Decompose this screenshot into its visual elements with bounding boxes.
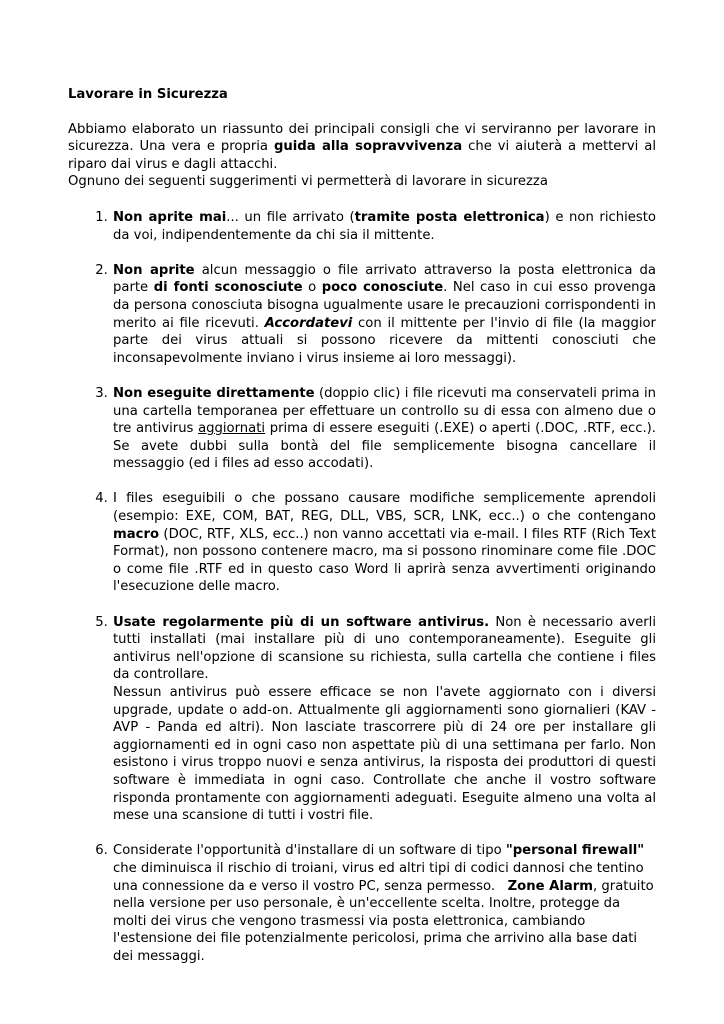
document-page xyxy=(68,86,656,966)
item-text: che diminuisca il rischio di troiani, virus ed altri tipi di codici dannosi che tentino una connessione da e verso il vostro PC, senza permesso. xyxy=(113,843,649,894)
intro-paragraph xyxy=(68,121,656,174)
item-text: I files eseguibili o che possano causare modifiche semplicemente aprendoli (esempio: EXE, COM, BAT, REG, DLL, VBS, SCR, LNK, ecc..) o che contengano xyxy=(113,491,656,525)
item-bold: "personal firewall" xyxy=(505,843,645,859)
list-item xyxy=(112,209,656,244)
tips-list xyxy=(68,209,656,966)
item-text: (doppio clic) i file ricevuti ma conservateli prima in una cartella temporanea per effettuare un controllo su di essa con almeno due o tre antivirus xyxy=(113,385,656,437)
item-text: ) e non richiesto da voi, indipendentemente da chi sia il mittente. xyxy=(113,209,656,243)
intro-second-line: Ognuno dei seguenti suggerimenti vi permetterà di lavorare in sicurezza xyxy=(68,174,548,190)
item-text: ... un file arrivato ( xyxy=(226,209,355,225)
item-text: Non è necessario averli tutti installati (mai installare più di uno contemporaneamente). Eseguite gli antivirus nell'opzione di scansione su richiesta, sulla cartella che contiene i files da controllare. xyxy=(113,614,656,683)
list-item xyxy=(112,614,656,825)
item-bold-italic: Accordatevi xyxy=(264,315,353,331)
intro-text-end: che vi aiuterà a mettervi al riparo dai virus e dagli attacchi. xyxy=(68,139,656,172)
item-bold: Zone Alarm xyxy=(507,878,594,894)
list-item xyxy=(112,842,656,965)
item-bold: Non eseguite direttamente xyxy=(113,385,315,401)
list-item xyxy=(112,262,656,368)
list-item xyxy=(112,385,656,473)
item-text: o xyxy=(302,280,322,296)
item-bold: tramite posta elettronica xyxy=(354,209,545,225)
item-text: con il mittente per l'invio di file (la maggior parte dei virus attuali si possono ricevere da mittenti conosciuti che inconsapevolmente inviano i virus insieme ai loro messaggi). xyxy=(113,315,656,366)
item-text: , gratuito nella versione per uso personale, è un'eccellente scelta. Inoltre, protegge da molti dei virus che vengono trasmessi via posta elettronica, cambiando l'estensione dei file potenzialmente pericolosi, prima che arrivino alla base dati dei messaggi. xyxy=(113,878,654,964)
item-text: prima di essere eseguiti (.EXE) o aperti (.DOC, .RTF, ecc.). Se avete dubbi sulla bontà del file semplicemente bisogna cancellare il messaggio (ed i files ad esso accodati). xyxy=(113,421,656,472)
intro-text: Abbiamo elaborato un riassunto dei principali consigli che vi serviranno per lavorare in sicurezza. Una vera e propria xyxy=(68,121,656,155)
item-underlined: aggiornati xyxy=(198,421,266,437)
item-text: Considerate l'opportunità d'installare di un software di tipo xyxy=(113,843,506,859)
item-bold: Non aprite xyxy=(113,262,195,278)
item-text-paragraph: Nessun antivirus può essere efficace se non l'avete aggiornato con i diversi upgrade, update o add-on. Attualmente gli aggiornamenti sono giornalieri (KAV - AVP - Panda ed altri). Non lasciate trascorrere più di 24 ore per installare gli aggiornamenti ed in ogni caso non aspettate più di una settimana per farlo. Non esistono i virus troppo nuovi e senza antivirus, la risposta dei produttori di questi software è immediata in ogni caso. Controllate che anche il vostro software risponda prontamente con aggiornamenti adeguati. Eseguite almeno una volta al mese una scansione di tutti i vostri file. xyxy=(113,685,656,824)
item-text: (DOC, RTF, XLS, ecc..) non vanno accettati via e-mail. I files RTF (Rich Text Format), non possono contenere macro, ma si possono rinominare come file .DOC o come file .RTF ed in questo caso Word li aprirà senza avvertimenti originando l'esecuzione delle macro. xyxy=(113,526,656,595)
item-text: . Nel caso in cui esso provenga da persona conosciuta bisogna ugualmente usare le precauzioni corrispondenti in merito ai file ricevuti. xyxy=(113,280,656,331)
item-bold: poco conosciute xyxy=(321,280,444,296)
item-bold: di fonti sconosciute xyxy=(153,280,303,296)
item-bold: Usate regolarmente più di un software antivirus. xyxy=(113,614,490,630)
item-text: alcun messaggio o file arrivato attraverso la posta elettronica da parte xyxy=(113,262,656,296)
page-title: Lavorare in Sicurezza xyxy=(68,87,228,102)
intro-bold-phrase: guida alla sopravvivenza xyxy=(273,139,463,155)
item-bold: Non aprite mai xyxy=(113,209,227,225)
list-item xyxy=(112,490,656,596)
item-bold: macro xyxy=(113,526,160,542)
